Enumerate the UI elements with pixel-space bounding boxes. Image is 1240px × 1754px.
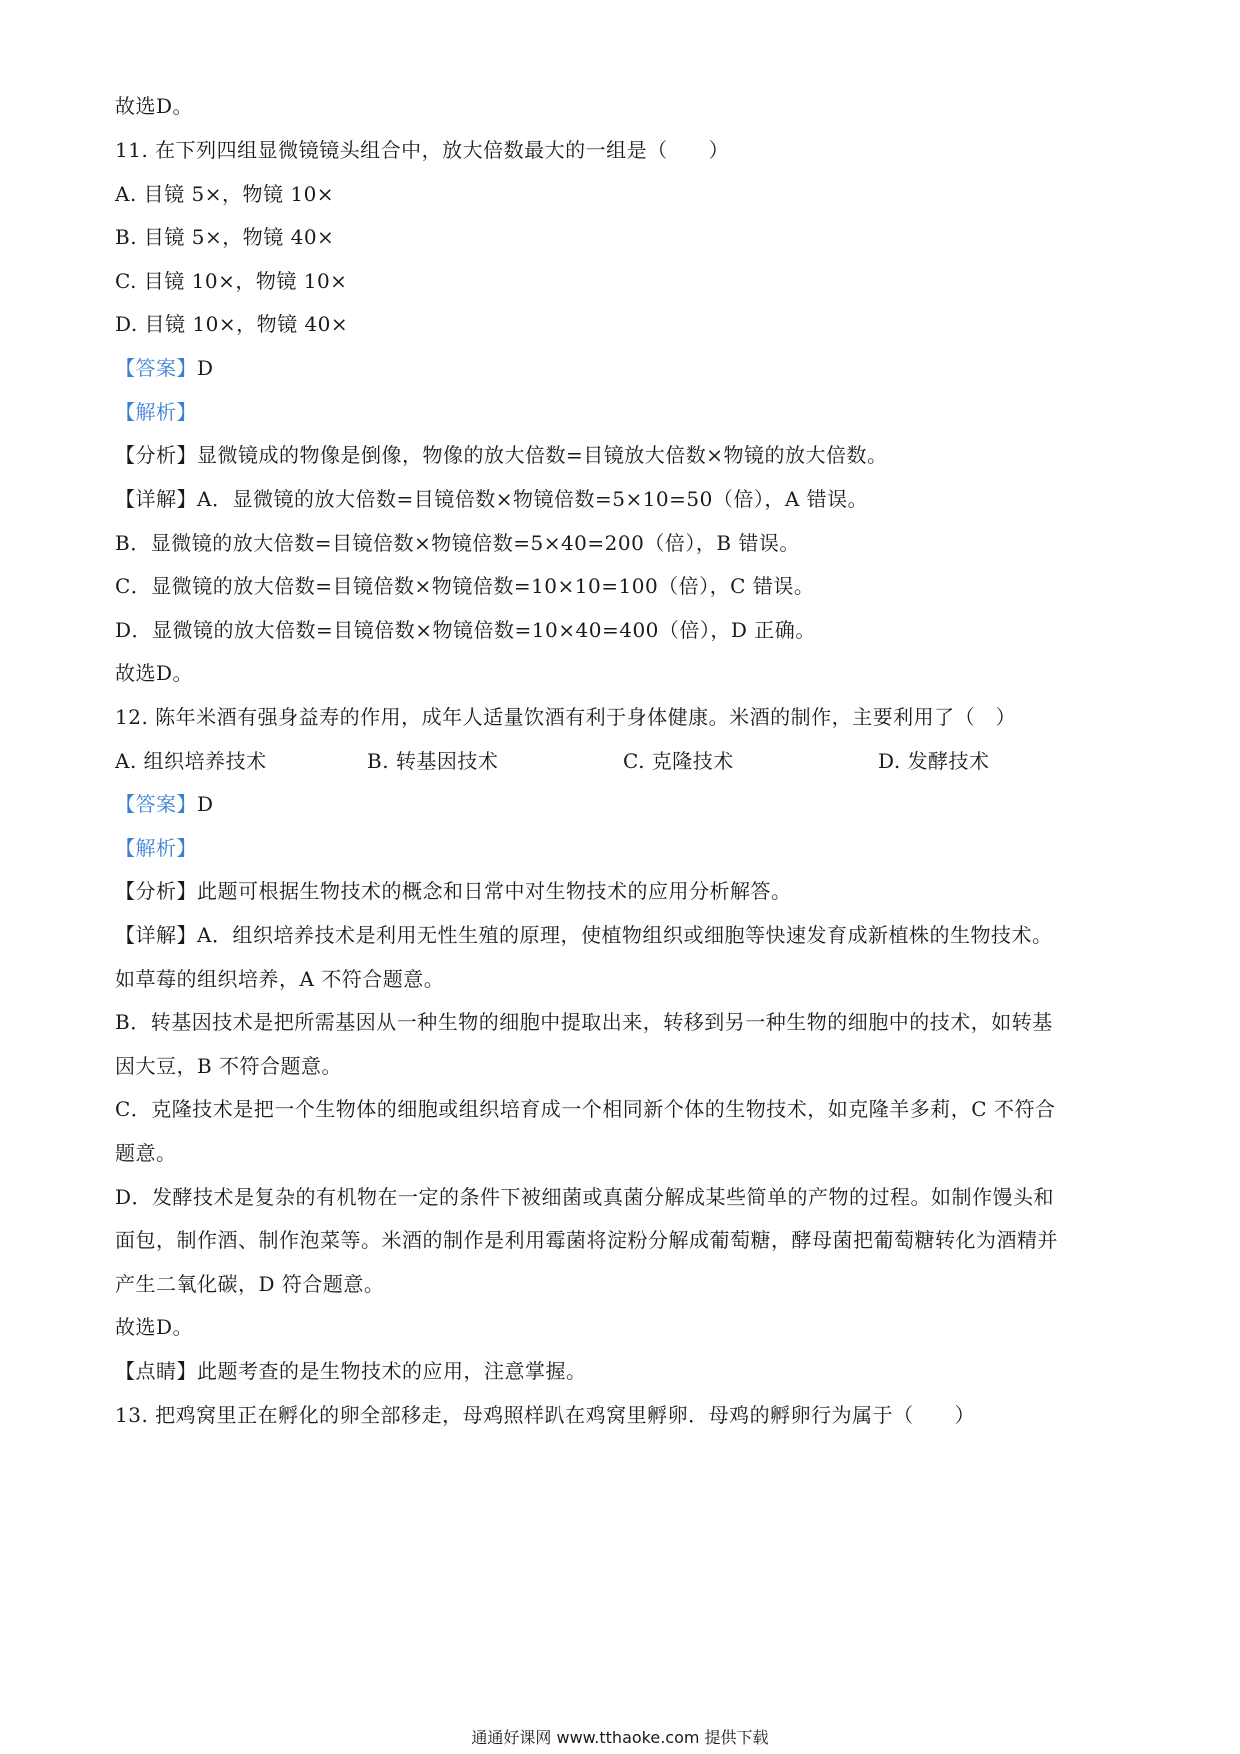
answer-tag: 【答案】 <box>115 792 197 816</box>
q11-detail-b: B．显微镜的放大倍数=目镜倍数×物镜倍数=5×40=200（倍），B 错误。 <box>115 531 800 555</box>
q12-option-a: A. 组织培养技术 <box>115 749 267 773</box>
q12-remark: 【点睛】此题考查的是生物技术的应用，注意掌握。 <box>115 1359 587 1383</box>
answer-value: D <box>197 356 214 380</box>
q12-detail-line: 产生二氧化碳，D 符合题意。 <box>115 1272 385 1296</box>
q12-detail-line: B．转基因技术是把所需基因从一种生物的细胞中提取出来，转移到另一种生物的细胞中的技术，如转基 <box>115 1010 1053 1034</box>
q11-analysis-tag: 【解析】 <box>115 400 197 424</box>
q11-option-b: B. 目镜 5×，物镜 40× <box>115 225 335 249</box>
answer-tag: 【答案】 <box>115 356 197 380</box>
q11-detail-a: 【详解】A．显微镜的放大倍数=目镜倍数×物镜倍数=5×10=50（倍），A 错误。 <box>115 487 869 511</box>
question-11-stem: 11. 在下列四组显微镜镜头组合中，放大倍数最大的一组是（ ） <box>115 138 730 162</box>
q11-option-a: A. 目镜 5×，物镜 10× <box>115 182 335 206</box>
q11-option-c: C. 目镜 10×，物镜 10× <box>115 269 348 293</box>
q12-conclusion: 故选D。 <box>115 1315 194 1339</box>
conclusion-q10: 故选D。 <box>115 94 194 118</box>
q12-option-c: C. 克隆技术 <box>623 749 734 773</box>
q12-detail-line: D．发酵技术是复杂的有机物在一定的条件下被细菌或真菌分解成某些简单的产物的过程。如制作馒头和 <box>115 1185 1055 1209</box>
page-footer: 通通好课网 www.tthaoke.com 提供下载 <box>471 1728 769 1747</box>
q12-detail-line: 面包，制作酒、制作泡菜等。米酒的制作是利用霉菌将淀粉分解成葡萄糖，酵母菌把葡萄糖转化为酒精并 <box>115 1228 1058 1252</box>
q11-detail-c: C．显微镜的放大倍数=目镜倍数×物镜倍数=10×10=100（倍），C 错误。 <box>115 574 815 598</box>
q12-detail-line: C．克隆技术是把一个生物体的细胞或组织培育成一个相同新个体的生物技术，如克隆羊多莉，C 不符合 <box>115 1097 1056 1121</box>
q12-detail-line: 因大豆，B 不符合题意。 <box>115 1054 343 1078</box>
q12-detail-line: 如草莓的组织培养，A 不符合题意。 <box>115 967 445 991</box>
q12-option-d: D. 发酵技术 <box>878 749 990 773</box>
q11-analysis: 【分析】显微镜成的物像是倒像，物像的放大倍数=目镜放大倍数×物镜的放大倍数。 <box>115 443 888 467</box>
question-12-stem: 12. 陈年米酒有强身益寿的作用，成年人适量饮酒有利于身体健康。米酒的制作，主要利用了（ ） <box>115 705 1017 729</box>
q12-detail-line: 题意。 <box>115 1141 177 1165</box>
question-13-stem: 13. 把鸡窝里正在孵化的卵全部移走，母鸡照样趴在鸡窝里孵卵．母鸡的孵卵行为属于（ ） <box>115 1403 976 1427</box>
q11-option-d: D. 目镜 10×，物镜 40× <box>115 312 349 336</box>
q12-analysis-tag: 【解析】 <box>115 836 197 860</box>
q11-answer <box>115 354 1130 382</box>
answer-value: D <box>197 792 214 816</box>
q11-detail-d: D．显微镜的放大倍数=目镜倍数×物镜倍数=10×40=400（倍），D 正确。 <box>115 618 816 642</box>
q12-answer <box>115 790 1130 818</box>
q12-analysis: 【分析】此题可根据生物技术的概念和日常中对生物技术的应用分析解答。 <box>115 879 792 903</box>
q12-detail-line: 【详解】A．组织培养技术是利用无性生殖的原理，使植物组织或细胞等快速发育成新植株的生物技术。 <box>115 923 1053 947</box>
q11-conclusion: 故选D。 <box>115 661 194 685</box>
q12-option-b: B. 转基因技术 <box>367 749 499 773</box>
